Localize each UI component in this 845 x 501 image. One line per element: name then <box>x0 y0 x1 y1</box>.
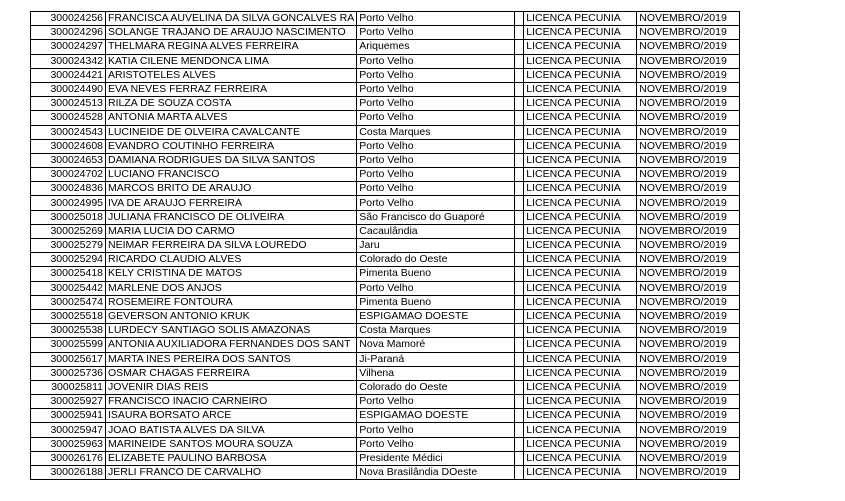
month-cell: NOVEMBRO/2019 <box>637 466 740 480</box>
registration-cell: 300025947 <box>31 423 106 437</box>
city-cell: Presidente Médici <box>357 451 515 465</box>
registration-cell: 300024421 <box>31 68 106 82</box>
name-cell: DAMIANA RODRIGUES DA SILVA SANTOS <box>106 153 357 167</box>
city-cell: Porto Velho <box>357 82 515 96</box>
table-row <box>31 466 740 480</box>
city-cell: Costa Marques <box>357 324 515 338</box>
city-cell: Ariquemes <box>357 40 515 54</box>
month-cell: NOVEMBRO/2019 <box>637 409 740 423</box>
city-cell: Porto Velho <box>357 26 515 40</box>
month-cell: NOVEMBRO/2019 <box>637 82 740 96</box>
type-cell: LICENCA PECUNIA <box>524 239 637 253</box>
city-cell: Jaru <box>357 239 515 253</box>
month-cell: NOVEMBRO/2019 <box>637 324 740 338</box>
city-cell: Colorado do Oeste <box>357 380 515 394</box>
city-cell: Nova Mamoré <box>357 338 515 352</box>
table-row <box>31 168 740 182</box>
table-row <box>31 68 740 82</box>
city-cell: Porto Velho <box>357 111 515 125</box>
name-cell: KELY CRISTINA DE MATOS <box>106 267 357 281</box>
spacer-cell <box>515 125 524 139</box>
table-row <box>31 210 740 224</box>
month-cell: NOVEMBRO/2019 <box>637 309 740 323</box>
month-cell: NOVEMBRO/2019 <box>637 352 740 366</box>
month-cell: NOVEMBRO/2019 <box>637 12 740 26</box>
registration-cell: 300024342 <box>31 54 106 68</box>
name-cell: ROSEMEIRE FONTOURA <box>106 295 357 309</box>
table-row <box>31 139 740 153</box>
table-row <box>31 40 740 54</box>
city-cell: Porto Velho <box>357 196 515 210</box>
city-cell: ESPIGAMAO DOESTE <box>357 309 515 323</box>
name-cell: KATIA CILENE MENDONCA LIMA <box>106 54 357 68</box>
type-cell: LICENCA PECUNIA <box>524 54 637 68</box>
type-cell: LICENCA PECUNIA <box>524 295 637 309</box>
type-cell: LICENCA PECUNIA <box>524 125 637 139</box>
name-cell: MARTA INES PEREIRA DOS SANTOS <box>106 352 357 366</box>
city-cell: Porto Velho <box>357 182 515 196</box>
month-cell: NOVEMBRO/2019 <box>637 281 740 295</box>
city-cell: Porto Velho <box>357 97 515 111</box>
type-cell: LICENCA PECUNIA <box>524 423 637 437</box>
spacer-cell <box>515 253 524 267</box>
type-cell: LICENCA PECUNIA <box>524 366 637 380</box>
registration-cell: 300025294 <box>31 253 106 267</box>
type-cell: LICENCA PECUNIA <box>524 324 637 338</box>
spacer-cell <box>515 111 524 125</box>
name-cell: SOLANGE TRAJANO DE ARAUJO NASCIMENTO <box>106 26 357 40</box>
name-cell: MARCOS BRITO DE ARAUJO <box>106 182 357 196</box>
registration-cell: 300025538 <box>31 324 106 338</box>
type-cell: LICENCA PECUNIA <box>524 26 637 40</box>
type-cell: LICENCA PECUNIA <box>524 168 637 182</box>
name-cell: JOVENIR DIAS REIS <box>106 380 357 394</box>
registration-cell: 300024995 <box>31 196 106 210</box>
type-cell: LICENCA PECUNIA <box>524 466 637 480</box>
registration-cell: 300024836 <box>31 182 106 196</box>
name-cell: MARINEIDE SANTOS MOURA SOUZA <box>106 437 357 451</box>
city-cell: Porto Velho <box>357 68 515 82</box>
table-row <box>31 324 740 338</box>
registration-cell: 300025617 <box>31 352 106 366</box>
name-cell: FRANCISCA AUVELINA DA SILVA GONCALVES RA <box>106 12 357 26</box>
month-cell: NOVEMBRO/2019 <box>637 366 740 380</box>
month-cell: NOVEMBRO/2019 <box>637 253 740 267</box>
type-cell: LICENCA PECUNIA <box>524 97 637 111</box>
spacer-cell <box>515 210 524 224</box>
type-cell: LICENCA PECUNIA <box>524 267 637 281</box>
registration-cell: 300025963 <box>31 437 106 451</box>
name-cell: LURDECY SANTIAGO SOLIS AMAZONAS <box>106 324 357 338</box>
spacer-cell <box>515 352 524 366</box>
month-cell: NOVEMBRO/2019 <box>637 239 740 253</box>
table-row <box>31 125 740 139</box>
type-cell: LICENCA PECUNIA <box>524 395 637 409</box>
city-cell: Ji-Paraná <box>357 352 515 366</box>
month-cell: NOVEMBRO/2019 <box>637 111 740 125</box>
type-cell: LICENCA PECUNIA <box>524 82 637 96</box>
name-cell: ELIZABETE PAULINO BARBOSA <box>106 451 357 465</box>
type-cell: LICENCA PECUNIA <box>524 68 637 82</box>
table-row <box>31 309 740 323</box>
type-cell: LICENCA PECUNIA <box>524 451 637 465</box>
city-cell: Porto Velho <box>357 437 515 451</box>
registration-cell: 300024296 <box>31 26 106 40</box>
spacer-cell <box>515 324 524 338</box>
table-row <box>31 380 740 394</box>
registration-cell: 300025018 <box>31 210 106 224</box>
registration-cell: 300024490 <box>31 82 106 96</box>
table-row <box>31 281 740 295</box>
spacer-cell <box>515 395 524 409</box>
city-cell: ESPIGAMAO DOESTE <box>357 409 515 423</box>
spacer-cell <box>515 26 524 40</box>
city-cell: Pimenta Bueno <box>357 295 515 309</box>
name-cell: NEIMAR FERREIRA DA SILVA LOUREDO <box>106 239 357 253</box>
type-cell: LICENCA PECUNIA <box>524 40 637 54</box>
month-cell: NOVEMBRO/2019 <box>637 210 740 224</box>
type-cell: LICENCA PECUNIA <box>524 196 637 210</box>
month-cell: NOVEMBRO/2019 <box>637 168 740 182</box>
registration-cell: 300025927 <box>31 395 106 409</box>
table-row <box>31 366 740 380</box>
name-cell: GEVERSON ANTONIO KRUK <box>106 309 357 323</box>
table-row <box>31 97 740 111</box>
month-cell: NOVEMBRO/2019 <box>637 437 740 451</box>
table-row <box>31 82 740 96</box>
city-cell: Costa Marques <box>357 125 515 139</box>
city-cell: São Francisco do Guaporé <box>357 210 515 224</box>
name-cell: LUCIANO FRANCISCO <box>106 168 357 182</box>
name-cell: JOAO BATISTA ALVES DA SILVA <box>106 423 357 437</box>
registration-cell: 300025279 <box>31 239 106 253</box>
spacer-cell <box>515 82 524 96</box>
city-cell: Pimenta Bueno <box>357 267 515 281</box>
table-row <box>31 153 740 167</box>
spacer-cell <box>515 451 524 465</box>
type-cell: LICENCA PECUNIA <box>524 409 637 423</box>
spacer-cell <box>515 267 524 281</box>
table-row <box>31 352 740 366</box>
table-row <box>31 12 740 26</box>
name-cell: ARISTOTELES ALVES <box>106 68 357 82</box>
name-cell: MARLENE DOS ANJOS <box>106 281 357 295</box>
spacer-cell <box>515 12 524 26</box>
month-cell: NOVEMBRO/2019 <box>637 125 740 139</box>
spacer-cell <box>515 54 524 68</box>
spacer-cell <box>515 281 524 295</box>
spacer-cell <box>515 338 524 352</box>
name-cell: EVA NEVES FERRAZ FERREIRA <box>106 82 357 96</box>
name-cell: ANTONIA AUXILIADORA FERNANDES DOS SANT <box>106 338 357 352</box>
table-row <box>31 437 740 451</box>
city-cell: Vilhena <box>357 366 515 380</box>
table-row <box>31 267 740 281</box>
spacer-cell <box>515 366 524 380</box>
type-cell: LICENCA PECUNIA <box>524 12 637 26</box>
month-cell: NOVEMBRO/2019 <box>637 26 740 40</box>
month-cell: NOVEMBRO/2019 <box>637 97 740 111</box>
name-cell: JERLI FRANCO DE CARVALHO <box>106 466 357 480</box>
table-row <box>31 111 740 125</box>
month-cell: NOVEMBRO/2019 <box>637 267 740 281</box>
name-cell: ISAURA BORSATO ARCE <box>106 409 357 423</box>
spacer-cell <box>515 423 524 437</box>
registration-cell: 300026188 <box>31 466 106 480</box>
spacer-cell <box>515 97 524 111</box>
spacer-cell <box>515 239 524 253</box>
registration-cell: 300025736 <box>31 366 106 380</box>
name-cell: OSMAR CHAGAS FERREIRA <box>106 366 357 380</box>
registration-cell: 300024256 <box>31 12 106 26</box>
name-cell: IVA DE ARAUJO FERREIRA <box>106 196 357 210</box>
spacer-cell <box>515 68 524 82</box>
table-row <box>31 295 740 309</box>
month-cell: NOVEMBRO/2019 <box>637 153 740 167</box>
registration-cell: 300025418 <box>31 267 106 281</box>
city-cell: Porto Velho <box>357 54 515 68</box>
registration-cell: 300024528 <box>31 111 106 125</box>
type-cell: LICENCA PECUNIA <box>524 338 637 352</box>
name-cell: RILZA DE SOUZA COSTA <box>106 97 357 111</box>
name-cell: LUCINEIDE DE OLVEIRA CAVALCANTE <box>106 125 357 139</box>
registration-cell: 300025811 <box>31 380 106 394</box>
table-body <box>31 12 740 480</box>
table-row <box>31 26 740 40</box>
registration-cell: 300025442 <box>31 281 106 295</box>
city-cell: Porto Velho <box>357 168 515 182</box>
name-cell: JULIANA FRANCISCO DE OLIVEIRA <box>106 210 357 224</box>
spacer-cell <box>515 409 524 423</box>
spacer-cell <box>515 153 524 167</box>
month-cell: NOVEMBRO/2019 <box>637 224 740 238</box>
table-row <box>31 239 740 253</box>
type-cell: LICENCA PECUNIA <box>524 253 637 267</box>
spacer-cell <box>515 224 524 238</box>
table-row <box>31 338 740 352</box>
month-cell: NOVEMBRO/2019 <box>637 380 740 394</box>
type-cell: LICENCA PECUNIA <box>524 352 637 366</box>
spacer-cell <box>515 182 524 196</box>
registration-cell: 300025599 <box>31 338 106 352</box>
registration-cell: 300024543 <box>31 125 106 139</box>
city-cell: Porto Velho <box>357 281 515 295</box>
table-row <box>31 451 740 465</box>
table-row <box>31 182 740 196</box>
month-cell: NOVEMBRO/2019 <box>637 338 740 352</box>
type-cell: LICENCA PECUNIA <box>524 111 637 125</box>
spacer-cell <box>515 40 524 54</box>
spacer-cell <box>515 380 524 394</box>
city-cell: Colorado do Oeste <box>357 253 515 267</box>
spacer-cell <box>515 139 524 153</box>
spacer-cell <box>515 437 524 451</box>
city-cell: Cacaulândia <box>357 224 515 238</box>
registration-cell: 300025269 <box>31 224 106 238</box>
type-cell: LICENCA PECUNIA <box>524 224 637 238</box>
name-cell: ANTONIA MARTA ALVES <box>106 111 357 125</box>
type-cell: LICENCA PECUNIA <box>524 182 637 196</box>
city-cell: Porto Velho <box>357 139 515 153</box>
table-row <box>31 224 740 238</box>
type-cell: LICENCA PECUNIA <box>524 210 637 224</box>
registration-cell: 300025941 <box>31 409 106 423</box>
spacer-cell <box>515 196 524 210</box>
registration-cell: 300025518 <box>31 309 106 323</box>
type-cell: LICENCA PECUNIA <box>524 380 637 394</box>
registration-cell: 300024653 <box>31 153 106 167</box>
name-cell: THELMARA REGINA ALVES FERREIRA <box>106 40 357 54</box>
month-cell: NOVEMBRO/2019 <box>637 196 740 210</box>
table-row <box>31 423 740 437</box>
month-cell: NOVEMBRO/2019 <box>637 68 740 82</box>
city-cell: Porto Velho <box>357 423 515 437</box>
month-cell: NOVEMBRO/2019 <box>637 54 740 68</box>
name-cell: MARIA LUCIA DO CARMO <box>106 224 357 238</box>
type-cell: LICENCA PECUNIA <box>524 437 637 451</box>
month-cell: NOVEMBRO/2019 <box>637 182 740 196</box>
table-row <box>31 253 740 267</box>
table-row <box>31 196 740 210</box>
name-cell: RICARDO CLAUDIO ALVES <box>106 253 357 267</box>
registration-cell: 300024513 <box>31 97 106 111</box>
type-cell: LICENCA PECUNIA <box>524 309 637 323</box>
registration-cell: 300024297 <box>31 40 106 54</box>
registration-cell: 300026176 <box>31 451 106 465</box>
city-cell: Porto Velho <box>357 395 515 409</box>
registration-cell: 300024702 <box>31 168 106 182</box>
spacer-cell <box>515 295 524 309</box>
type-cell: LICENCA PECUNIA <box>524 153 637 167</box>
month-cell: NOVEMBRO/2019 <box>637 295 740 309</box>
table-row <box>31 395 740 409</box>
month-cell: NOVEMBRO/2019 <box>637 139 740 153</box>
city-cell: Nova Brasilândia DOeste <box>357 466 515 480</box>
spreadsheet-table <box>30 11 740 480</box>
month-cell: NOVEMBRO/2019 <box>637 395 740 409</box>
spacer-cell <box>515 466 524 480</box>
name-cell: FRANCISCO INACIO CARNEIRO <box>106 395 357 409</box>
city-cell: Porto Velho <box>357 153 515 167</box>
registration-cell: 300024608 <box>31 139 106 153</box>
table-row <box>31 54 740 68</box>
month-cell: NOVEMBRO/2019 <box>637 40 740 54</box>
type-cell: LICENCA PECUNIA <box>524 139 637 153</box>
spacer-cell <box>515 168 524 182</box>
month-cell: NOVEMBRO/2019 <box>637 451 740 465</box>
table-row <box>31 409 740 423</box>
type-cell: LICENCA PECUNIA <box>524 281 637 295</box>
month-cell: NOVEMBRO/2019 <box>637 423 740 437</box>
spacer-cell <box>515 309 524 323</box>
registration-cell: 300025474 <box>31 295 106 309</box>
city-cell: Porto Velho <box>357 12 515 26</box>
name-cell: EVANDRO COUTINHO FERREIRA <box>106 139 357 153</box>
